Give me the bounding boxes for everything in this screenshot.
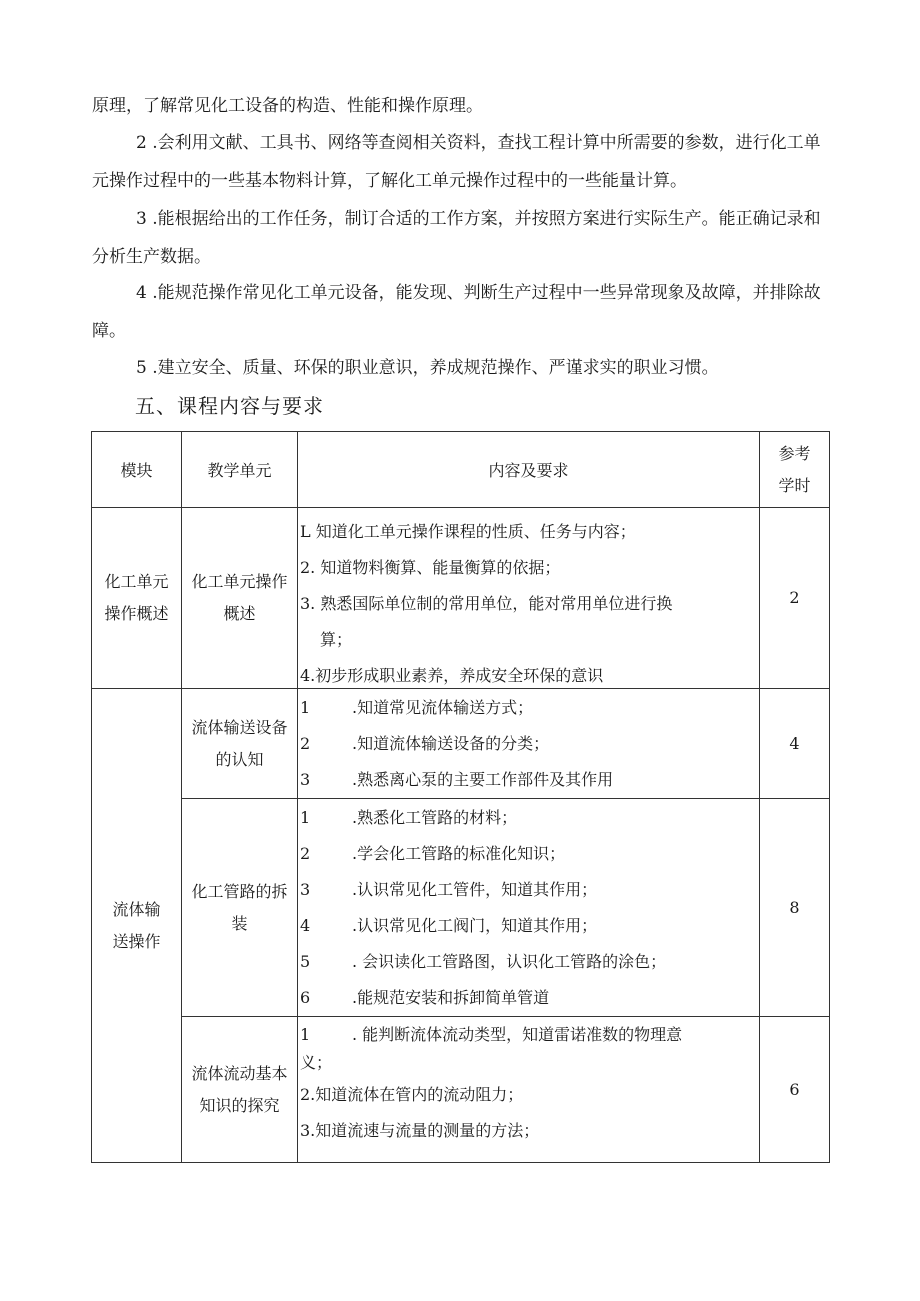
paragraph-2: 2 .会利用文献、工具书、网络等查阅相关资料，查找工程计算中所需要的参数，进行化工单元操作过程中的一些基本物料计算，了解化工单元操作过程中的一些能量计算。 xyxy=(92,133,821,191)
item-text: .知道流体输送设备的分类； xyxy=(352,734,550,753)
content-line: 3. 熟悉国际单位制的常用单位，能对常用单位进行换 xyxy=(300,594,673,613)
hours-cell: 2 xyxy=(760,508,830,689)
item-text: . 会识读化工管路图，认识化工管路的涂色； xyxy=(352,952,667,971)
unit-line-1: 化工单元操作 xyxy=(191,572,288,591)
unit-line-1: 化工管路的拆 xyxy=(191,881,288,901)
unit-line-2: 概述 xyxy=(223,604,256,623)
header-hours xyxy=(760,432,830,508)
content-line: 2. 知道物料衡算、能量衡算的依据； xyxy=(300,558,561,577)
content-line: 3.知道流速与流量的测量的方法； xyxy=(300,1121,540,1140)
item-number: 2 xyxy=(300,844,311,863)
item-number: 4 xyxy=(300,916,311,935)
content-line: 算； xyxy=(320,630,353,649)
item-number: 3 xyxy=(300,880,311,899)
unit-line-1: 流体流动基本 xyxy=(191,1063,288,1083)
table-row xyxy=(92,689,830,799)
module-line-2: 送操作 xyxy=(112,931,161,951)
unit-line-1: 流体输送设备 xyxy=(191,717,288,737)
unit-line-2: 知识的探究 xyxy=(199,1095,280,1115)
content-cell xyxy=(298,508,760,689)
unit-line-2: 装 xyxy=(231,913,248,933)
item-text: .能规范安装和拆卸简单管道 xyxy=(352,988,550,1007)
hours-cell: 8 xyxy=(760,799,830,1017)
header-content: 内容及要求 xyxy=(298,432,760,508)
item-number: 6 xyxy=(300,988,311,1007)
item-text: . 能判断流体流动类型，知道雷诺准数的物理意 xyxy=(352,1025,683,1044)
unit-cell xyxy=(182,508,298,689)
module-line-1: 化工单元 xyxy=(104,572,169,591)
header-module: 模块 xyxy=(92,432,182,508)
item-number: 1 xyxy=(300,698,311,717)
module-cell xyxy=(92,508,182,689)
unit-cell xyxy=(182,689,298,799)
item-text: .学会化工管路的标准化知识； xyxy=(352,844,566,863)
header-hours-line-1: 参考 xyxy=(778,443,811,463)
table-header-row xyxy=(92,432,830,508)
item-text: .知道常见流体输送方式； xyxy=(352,698,534,717)
hours-cell: 4 xyxy=(760,689,830,799)
table-row xyxy=(92,799,830,1017)
module-line-1: 流体输 xyxy=(112,899,161,919)
item-text: .熟悉离心泵的主要工作部件及其作用 xyxy=(352,770,614,789)
content-line: 4.初步形成职业素养，养成安全环保的意识 xyxy=(300,666,604,685)
item-text: .认识常见化工阀门，知道其作用； xyxy=(352,916,598,935)
section-title: 五、课程内容与要求 xyxy=(135,394,324,418)
item-text: .认识常见化工管件，知道其作用； xyxy=(352,880,598,899)
course-content-table xyxy=(91,431,830,1163)
paragraph-1: 原理，了解常见化工设备的构造、性能和操作原理。 xyxy=(92,96,483,116)
content-line: L 知道化工单元操作课程的性质、任务与内容； xyxy=(300,522,636,541)
content-cell xyxy=(298,689,760,799)
table-row xyxy=(92,1017,830,1163)
item-number: 3 xyxy=(300,770,311,789)
content-cell xyxy=(298,799,760,1017)
header-unit: 教学单元 xyxy=(182,432,298,508)
unit-line-2: 的认知 xyxy=(215,749,264,769)
item-number: 2 xyxy=(300,734,311,753)
unit-cell xyxy=(182,799,298,1017)
item-number: 1 xyxy=(300,1025,311,1044)
paragraph-4: 4 .能规范操作常见化工单元设备，能发现、判断生产过程中一些异常现象及故障，并排除故障。 xyxy=(92,283,821,341)
header-hours-line-2: 学时 xyxy=(778,475,811,495)
item-number: 5 xyxy=(300,952,311,971)
paragraph-5: 5 .建立安全、质量、环保的职业意识，养成规范操作、严谨求实的职业习惯。 xyxy=(136,358,719,378)
hours-cell: 6 xyxy=(760,1017,830,1163)
unit-cell xyxy=(182,1017,298,1163)
module-cell xyxy=(92,689,182,1163)
module-line-2: 操作概述 xyxy=(104,604,169,623)
item-text-continued: 义； xyxy=(300,1053,333,1072)
paragraph-3: 3 .能根据给出的工作任务，制订合适的工作方案，并按照方案进行实际生产。能正确记录和分析生产数据。 xyxy=(92,209,821,267)
item-number: 1 xyxy=(300,808,311,827)
table-row xyxy=(92,508,830,689)
content-line: 2.知道流体在管内的流动阻力； xyxy=(300,1085,524,1104)
content-cell xyxy=(298,1017,760,1163)
item-text: .熟悉化工管路的材料； xyxy=(352,808,518,827)
